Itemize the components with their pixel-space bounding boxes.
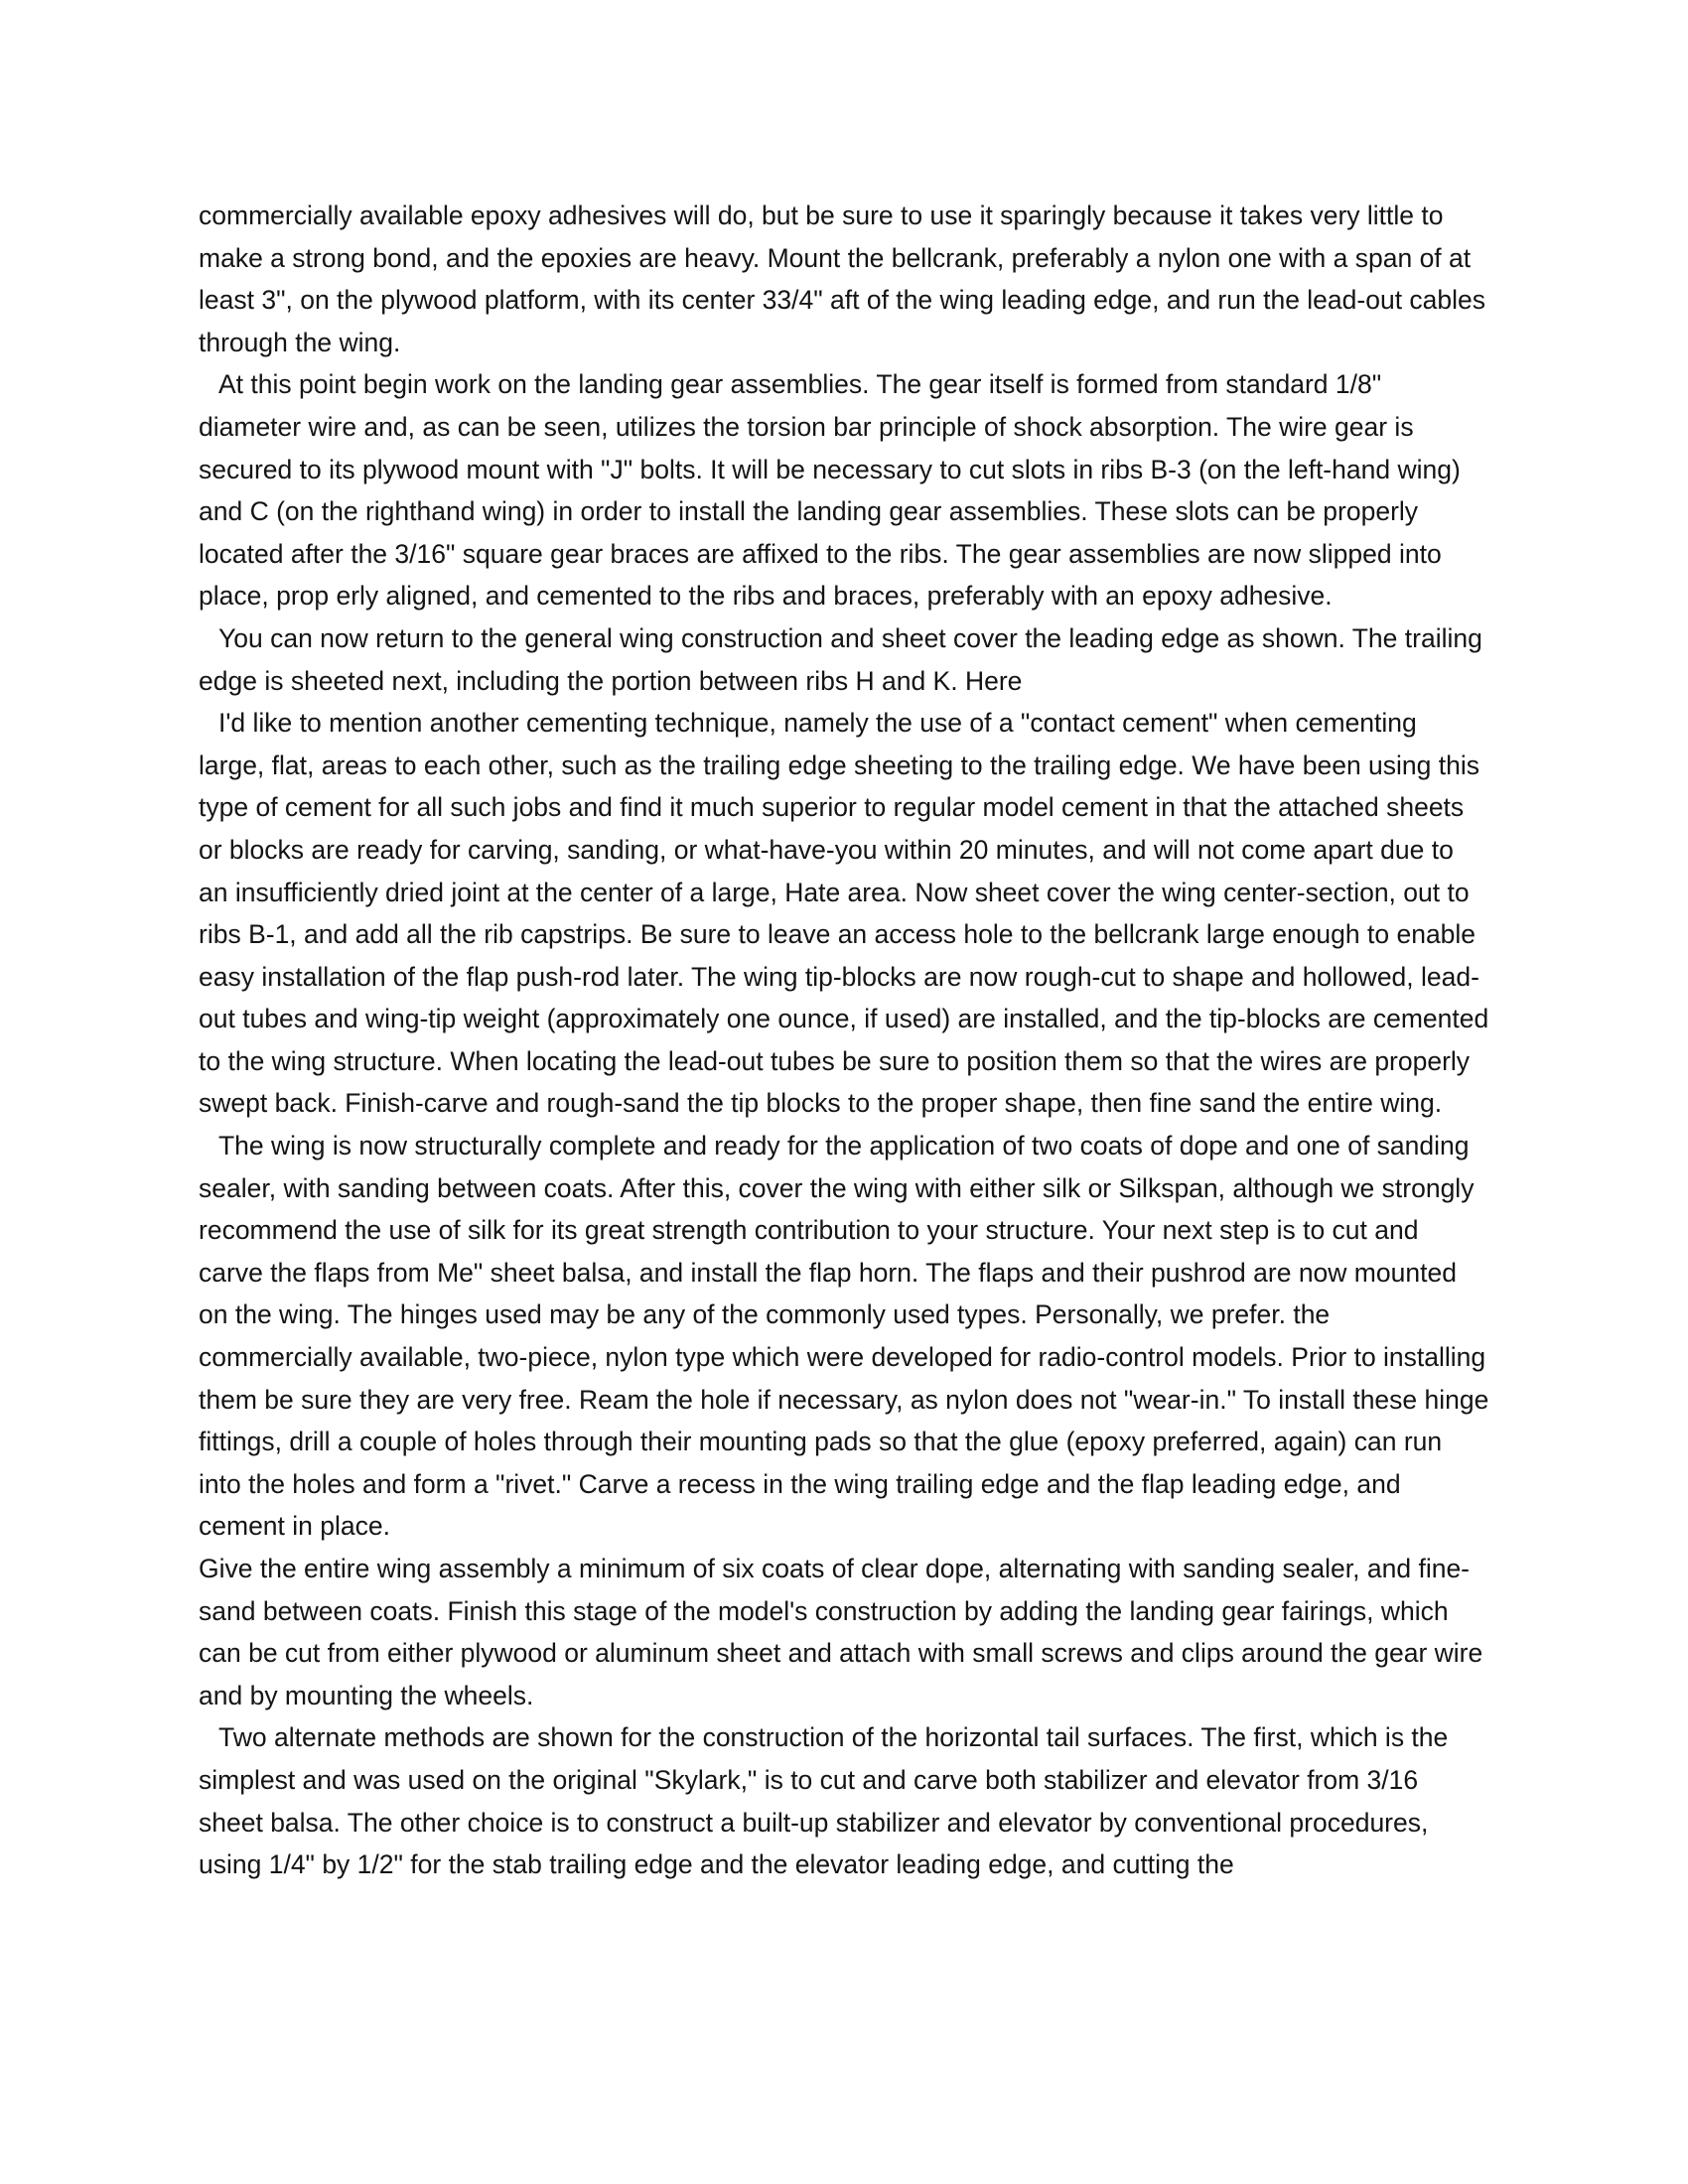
paragraph-1: commercially available epoxy adhesives will do, but be sure to use it sparingly because it takes very little to make a strong bond, and the epoxies are heavy. Mount the bellcrank, preferably a nylon one with a span of at least 3", on the plywood platform, with its center 33/4" aft of the wing leading edge, and run the lead-out cables through the wing. bbox=[199, 201, 1486, 357]
paragraph-7: Two alternate methods are shown for the construction of the horizontal tail surfaces. The first, which is the simplest and was used on the original "Skylark," is to cut and carve both stabilizer and elevator from 3/16 sheet balsa. The other choice is to construct a built-up stabilizer and elevator by conventional procedures, using 1/4" by 1/2" for the stab trailing edge and the elevator leading edge, and cutting the bbox=[199, 1722, 1449, 1880]
paragraph-6: Give the entire wing assembly a minimum of six coats of clear dope, alternating with sanding sealer, and fine-sand between coats. Finish this stage of the model's construction by adding the landing gear fairings, which can be cut from either plywood or aluminum sheet and attach with small screws and clips around the gear wire and by mounting the wheels. bbox=[199, 1554, 1483, 1710]
paragraph-5: The wing is now structurally complete and ready for the application of two coats of dope and one of sanding sealer, with sanding between coats. After this, cover the wing with either silk or Silkspan, although we strongly recommend the use of silk for its great strength contribution to your structure. Your next step is to cut and carve the flaps from Me" sheet balsa, and install the flap horn. The flaps and their pushrod are now mounted on the wing. The hinges used may be any of the commonly used types. Personally, we prefer. the commercially available, two-piece, nylon type which were developed for radio-control models. Prior to installing them be sure they are very free. Ream the hole if necessary, as nylon does not "wear-in." To install these hinge fittings, drill a couple of holes through their mounting pads so that the glue (epoxy preferred, again) can run into the holes and form a "rivet." Carve a recess in the wing trailing edge and the flap leading edge, and cement in place. bbox=[199, 1131, 1489, 1542]
paragraph-2: At this point begin work on the landing gear assemblies. The gear itself is formed from standard 1/8" diameter wire and, as can be seen, utilizes the torsion bar principle of shock absorption. The wire gear is secured to its plywood mount with "J" bolts. It will be necessary to cut slots in ribs B-3 (on the left-hand wing) and C (on the righthand wing) in order to install the landing gear assemblies. These slots can be properly located after the 3/16" square gear braces are affixed to the ribs. The gear assemblies are now slipped into place, prop erly aligned, and cemented to the ribs and braces, preferably with an epoxy adhesive. bbox=[199, 369, 1461, 612]
paragraph-4: I'd like to mention another cementing technique, namely the use of a "contact cement" when cementing large, flat, areas to each other, such as the trailing edge sheeting to the trailing edge. We have been using this type of cement for all such jobs and find it much superior to regular model cement in that the attached sheets or blocks are ready for carving, sanding, or what-have-you within 20 minutes, and will not come apart due to an insufficiently dried joint at the center of a large, Hate area. Now sheet cover the wing center-section, out to ribs B-1, and add all the rib capstrips. Be sure to leave an access hole to the bellcrank large enough to enable easy installation of the flap push-rod later. The wing tip-blocks are now rough-cut to shape and hollowed, lead-out tubes and wing-tip weight (approximately one ounce, if used) are installed, and the tip-blocks are cemented to the wing structure. When locating the lead-out tubes be sure to position them so that the wires are properly swept back. Finish-carve and rough-sand the tip blocks to the proper shape, then fine sand the entire wing. bbox=[199, 708, 1489, 1119]
paragraph-3: You can now return to the general wing construction and sheet cover the leading edge as shown. The trailing edge is sheeted next, including the portion between ribs H and K. Here bbox=[199, 622, 1482, 696]
document-page bbox=[199, 195, 1489, 1886]
